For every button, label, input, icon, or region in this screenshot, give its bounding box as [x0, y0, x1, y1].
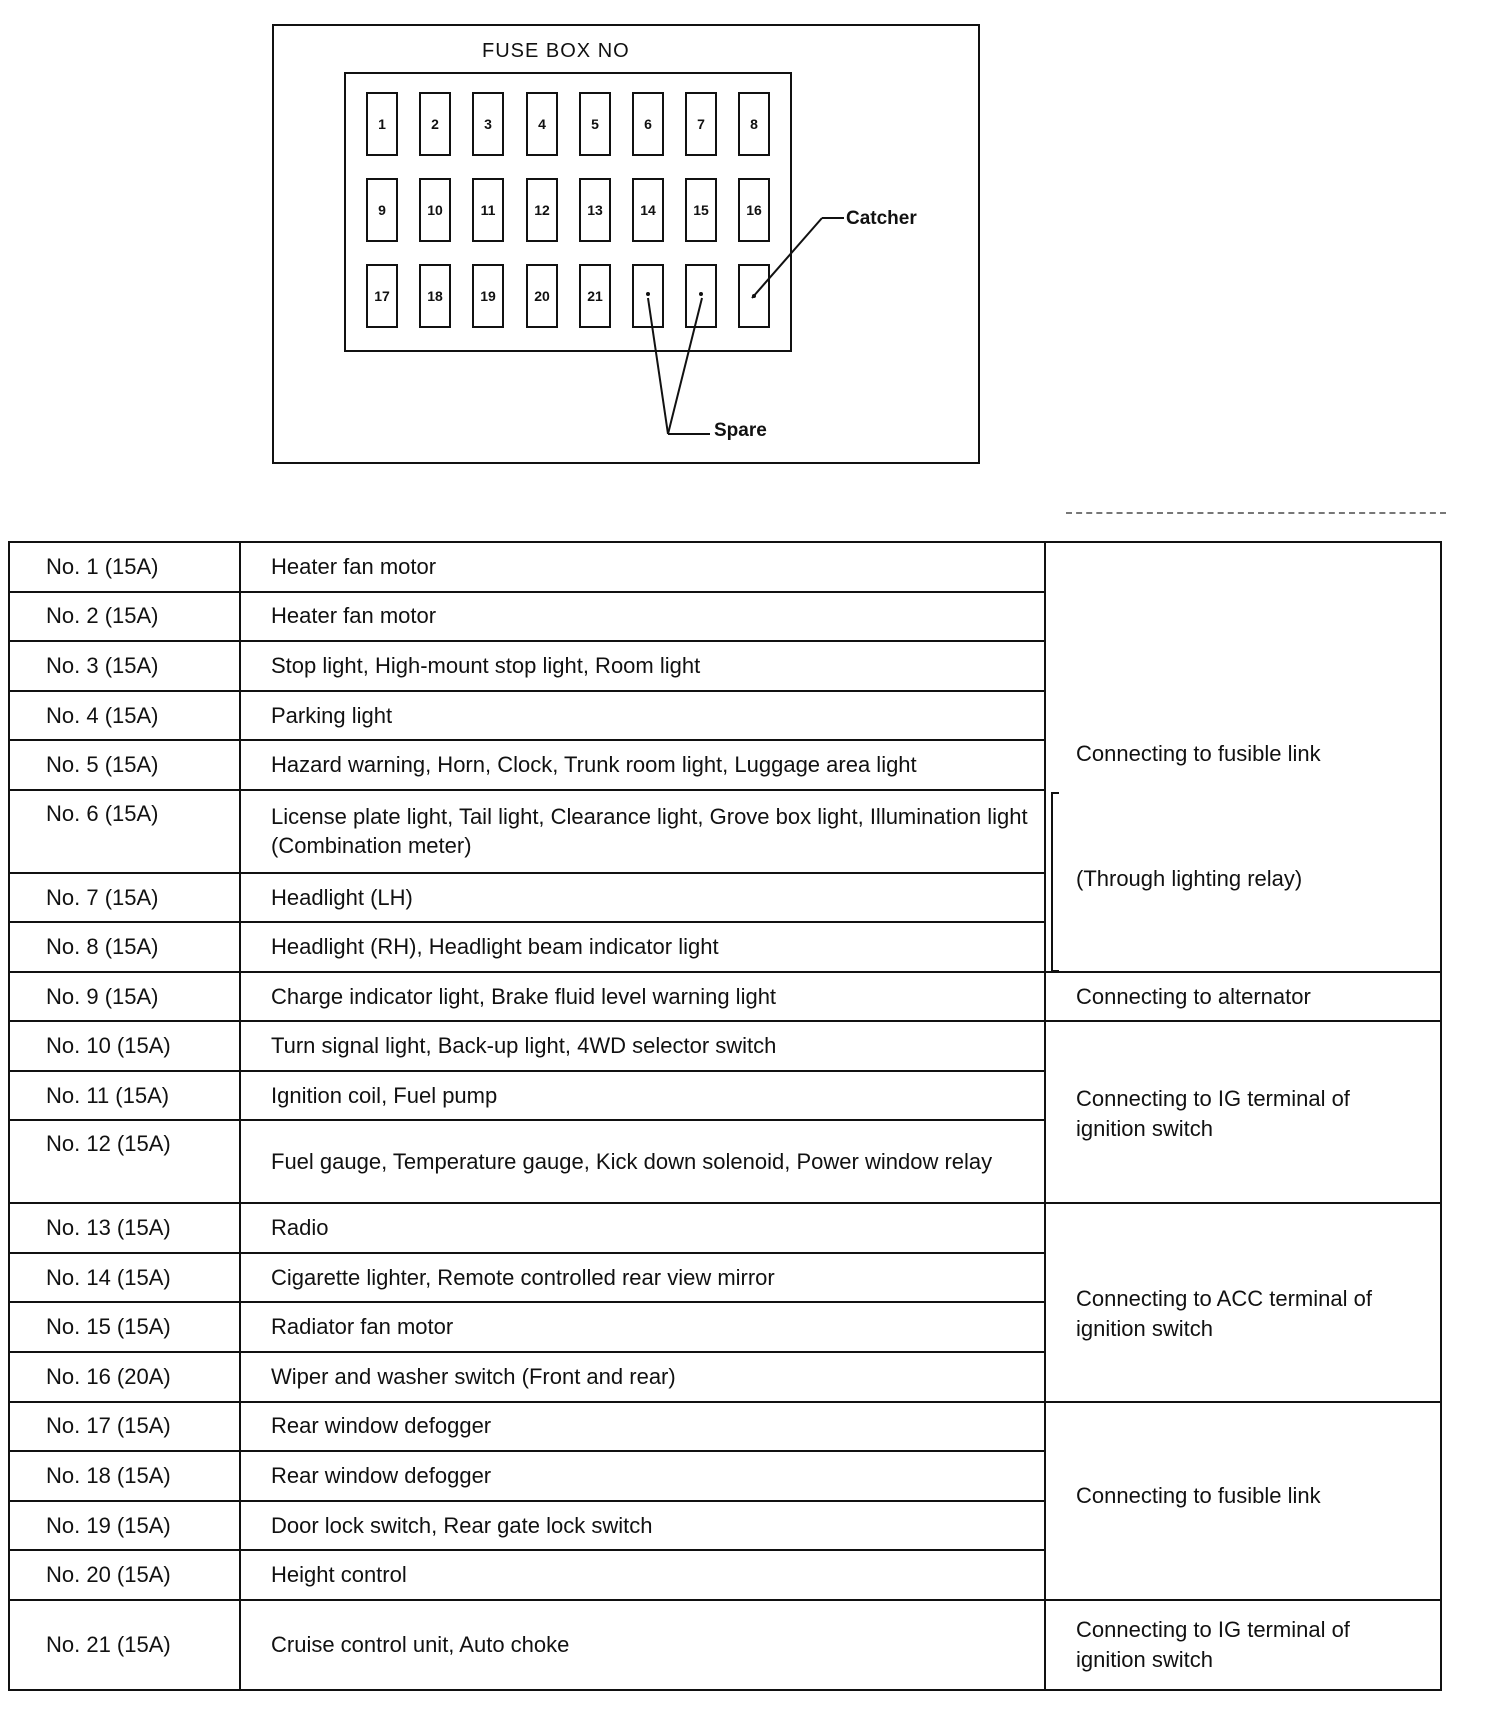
fuse-slot: 19	[472, 264, 504, 328]
table-row	[9, 972, 1441, 1022]
fuse-slot: 4	[526, 92, 558, 156]
fuse-slot: 9	[366, 178, 398, 242]
circuit-cell: Parking light	[240, 691, 1045, 741]
circuit-cell: Fuel gauge, Temperature gauge, Kick down solenoid, Power window relay	[240, 1120, 1045, 1203]
spare-fuse	[632, 264, 664, 328]
fuse-number-cell: No. 15 (15A)	[9, 1302, 240, 1352]
circuit-cell: Heater fan motor	[240, 592, 1045, 642]
connection-group-cell: Connecting to IG terminal of ignition switch	[1045, 1600, 1441, 1690]
catcher-label: Catcher	[846, 208, 917, 229]
circuit-cell: Rear window defogger	[240, 1451, 1045, 1501]
spare-fuse	[685, 264, 717, 328]
circuit-cell: Headlight (RH), Headlight beam indicator light	[240, 922, 1045, 972]
connection-group-cell: Connecting to fusible link	[1045, 1402, 1441, 1600]
fuse-slot: 8	[738, 92, 770, 156]
fuse-number-cell: No. 7 (15A)	[9, 873, 240, 923]
table-row	[9, 1203, 1441, 1253]
fuse-number-cell: No. 9 (15A)	[9, 972, 240, 1022]
fuse-slot: 12	[526, 178, 558, 242]
relay-note: (Through lighting relay)	[1076, 865, 1303, 891]
connection-group-cell	[1045, 542, 1441, 972]
fuse-number-cell: No. 14 (15A)	[9, 1253, 240, 1303]
fuse-number-cell: No. 3 (15A)	[9, 641, 240, 691]
fuse-number-cell: No. 10 (15A)	[9, 1021, 240, 1071]
slot-dot	[646, 292, 650, 296]
fuse-box-diagram	[272, 24, 980, 464]
table-row	[9, 1600, 1441, 1690]
fuse-number-cell: No. 11 (15A)	[9, 1071, 240, 1121]
circuit-cell: Radio	[240, 1203, 1045, 1253]
table-row	[9, 1021, 1441, 1071]
fuse-number-cell: No. 19 (15A)	[9, 1501, 240, 1551]
fuse-slot: 16	[738, 178, 770, 242]
fuse-number-cell: No. 21 (15A)	[9, 1600, 240, 1690]
divider-line	[1066, 512, 1446, 514]
fuse-number-cell: No. 16 (20A)	[9, 1352, 240, 1402]
fuse-table	[8, 541, 1442, 1691]
fuse-slot: 21	[579, 264, 611, 328]
circuit-cell: License plate light, Tail light, Clearance light, Grove box light, Illumination light (Combination meter)	[240, 790, 1045, 873]
fuse-slot: 13	[579, 178, 611, 242]
circuit-cell: Heater fan motor	[240, 542, 1045, 592]
circuit-cell: Turn signal light, Back-up light, 4WD selector switch	[240, 1021, 1045, 1071]
circuit-cell: Charge indicator light, Brake fluid level warning light	[240, 972, 1045, 1022]
circuit-cell: Wiper and washer switch (Front and rear)	[240, 1352, 1045, 1402]
slot-dot	[752, 294, 756, 298]
table-row	[9, 1402, 1441, 1452]
fuse-slot: 3	[472, 92, 504, 156]
fuse-number-cell: No. 8 (15A)	[9, 922, 240, 972]
fuse-number-cell: No. 2 (15A)	[9, 592, 240, 642]
circuit-cell: Height control	[240, 1550, 1045, 1600]
circuit-cell: Hazard warning, Horn, Clock, Trunk room light, Luggage area light	[240, 740, 1045, 790]
fuse-number-cell: No. 20 (15A)	[9, 1550, 240, 1600]
circuit-cell: Door lock switch, Rear gate lock switch	[240, 1501, 1045, 1551]
fuse-slot: 15	[685, 178, 717, 242]
fuse-slot: 14	[632, 178, 664, 242]
fuse-panel	[344, 72, 792, 352]
fuse-slot: 1	[366, 92, 398, 156]
circuit-cell: Cruise control unit, Auto choke	[240, 1600, 1045, 1690]
fuse-slot: 2	[419, 92, 451, 156]
circuit-cell: Ignition coil, Fuel pump	[240, 1071, 1045, 1121]
connection-group-cell: Connecting to IG terminal of ignition switch	[1045, 1021, 1441, 1203]
slot-dot	[699, 292, 703, 296]
fuse-number-cell: No. 12 (15A)	[9, 1120, 240, 1203]
fuse-number-cell: No. 18 (15A)	[9, 1451, 240, 1501]
fuse-slot: 6	[632, 92, 664, 156]
fuse-number-cell: No. 6 (15A)	[9, 790, 240, 873]
fuse-number-cell: No. 17 (15A)	[9, 1402, 240, 1452]
catcher-slot	[738, 264, 770, 328]
fuse-slot: 17	[366, 264, 398, 328]
circuit-cell: Stop light, High-mount stop light, Room light	[240, 641, 1045, 691]
fuse-slot: 20	[526, 264, 558, 328]
fuse-slot: 5	[579, 92, 611, 156]
fuse-slot: 18	[419, 264, 451, 328]
connection-text: Connecting to fusible link	[1076, 741, 1321, 766]
lighting-relay-bracket	[1051, 792, 1059, 972]
connection-group-cell: Connecting to ACC terminal of ignition switch	[1045, 1203, 1441, 1401]
fuse-number-cell: No. 1 (15A)	[9, 542, 240, 592]
fuse-slot: 7	[685, 92, 717, 156]
spare-label: Spare	[714, 420, 767, 441]
fuse-number-cell: No. 13 (15A)	[9, 1203, 240, 1253]
circuit-cell: Radiator fan motor	[240, 1302, 1045, 1352]
fuse-number-cell: No. 5 (15A)	[9, 740, 240, 790]
fuse-slot: 11	[472, 178, 504, 242]
circuit-cell: Cigarette lighter, Remote controlled rear view mirror	[240, 1253, 1045, 1303]
table-row	[9, 542, 1441, 592]
diagram-title: FUSE BOX NO	[482, 40, 630, 62]
fuse-slot: 10	[419, 178, 451, 242]
fuse-number-cell: No. 4 (15A)	[9, 691, 240, 741]
connection-group-cell: Connecting to alternator	[1045, 972, 1441, 1022]
circuit-cell: Headlight (LH)	[240, 873, 1045, 923]
circuit-cell: Rear window defogger	[240, 1402, 1045, 1452]
